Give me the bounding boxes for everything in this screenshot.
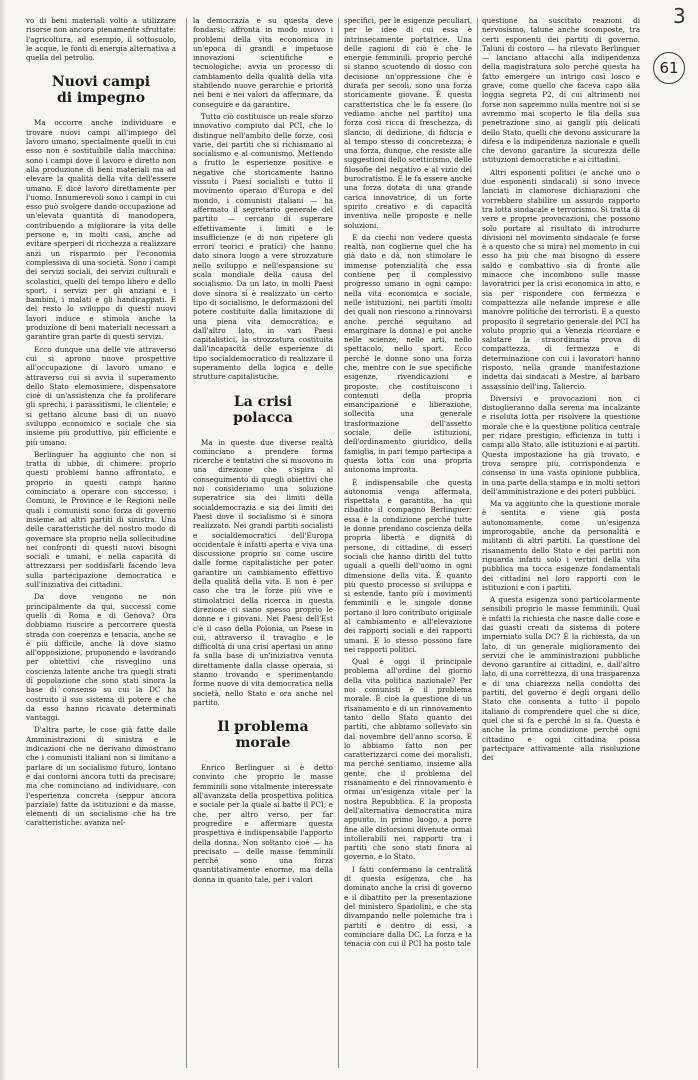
paragraph: È indispensabile che questa autonomia venga affermata, rispettata e garantita, ha qui ribadito il compagno Berlinguer: essa è la condizione perché tutte le donne prendano coscienza della propria libertà e dignità di persone, di cittadine, di esseri sociali che hanno diritti del tutto uguali a quelli dell'uomo in ogni dimensione della vita. È quanto più questo processo si sviluppa e si estende, tanto più i movimenti femminili e le singole donne portano il loro contributo originale al cambiamento e all'elevazione dei rapporti sociali e dei rapporti umani. E lo stesso possono fare nei rapporti politici. (344, 477, 472, 654)
subheading (193, 719, 333, 751)
paragraph: A questa esigenza sono particolarmente sensibili proprio le masse femminili. Qual è infatti la richiesta che nasce dalle cose e dai guasti creati da sistema di potere imperniato sulla DC? È la richiesta, da un lato, di un generale miglioramento dei servizi che le amministrazioni pubbliche devono garantire ai cittadini, e, dall'altro lato, di una correttezza, di una trasparenza e di una chiarezza nella condotta dei partiti, del governo e degli organi dello Stato che consenta a tutto il popolo italiano di comprendere quel che si dice, quel che si fa e perché lo si fa. Questa è anche la prima condizione perché ogni cittadino e ogni cittadina possa partecipare attivamente alla risoluzione dei (482, 595, 640, 763)
paragraph: D'altra parte, le cose già fatte dalle Amministrazioni di sinistra e le indicazioni che ne derivano dimostrano che i comunisti italiani non si limitano a parlare di un socialismo futuro, lontano e dai contorni ancora tutti da precisare; ma che cominciano ad individuare, con l'esperienza concreta (seppur ancora parziale) fatte da istituzioni e da masse, elementi di un socialismo che ha tre caratteristiche: avanza nel- (26, 725, 176, 828)
handwritten-circled-number: 61 (653, 52, 685, 84)
subheading-line: La crisi (233, 393, 293, 410)
paragraph: Diversivi e provocazioni non ci distoglieranno dalla serena ma incalzante e risoluta lotta per risolvere la questione morale che è la questione politica centrale per ridare prestigio, efficienza in tutti i campi allo Stato, alle istituzioni e ai partiti. Questa impostazione ha già trovato, e trova sempre più, corrispondenza e consenso in una vasta opinione pubblica, in una parte della stampa e in molti settori dell'amministrazione e dei poteri pubblici. (482, 393, 640, 496)
paragraph: specifici, per le esigenze peculiari, per le idee di cui essa è intrinsecamente portatrice. Una delle ragioni di ciò è che le energie femminili, proprio perché si stanno scuotendo di dosso con decisione un'oppressione che è durata per secoli, sono una forza storicamente giovane. È questa caratteristica che le fa essere (lo vediamo anche nel partito) una forza così ricca di freschezza, di slancio, di dedizione, di fiducia e al tempo stesso di concretezza; è una forza, dunque, che resiste alle suggestioni dello scetticismo, delle filosofie del negativo e al vizio del burocratismo. E le fa essere anche una forza dotata di una grande carica innovatrice, di un forte spirito creativo e di capacità inventiva nelle proposte e nelle soluzioni. (344, 16, 472, 230)
paragraph: Ma va aggiunto che la questione morale è sentita e viene già posta autonomamente, come un'esigenza improrogabile, anche da personalità e militanti di altri partiti. La questione del risanamento dello Stato e dei partiti non riguarda infatti solo i vertici della vita pubblica ma tocca esigenze fondamentali dei cittadini nel loro rapporti con le istituzioni e con i partiti. (482, 499, 640, 592)
subheading-line: di impegno (56, 90, 146, 107)
paragraph: Berlinguer ha aggiunto che non si tratta di ubbie, di chimere: proprio questi problemi hanno affrontato, e proprio in questi campi hanno cominciato a operare con successo, i Comuni, le Province e le Regioni nelle quali i comunisti sono forza di governo insieme ad altri partiti di sinistra. Una delle caratteristiche del nostro modo di governare sta proprio nella sollecitudine nei confronti di questi nuovi bisogni sociali e umani, e nella capacità di attrezzarsi per soddisfarli facendo leva sulla partecipazione democratica e sull'iniziativa dei cittadini. (26, 449, 176, 590)
subheading (193, 394, 333, 426)
subheading-line: Il problema (217, 719, 309, 736)
article-column-1 (26, 16, 176, 1074)
column-rule (186, 18, 187, 1068)
paragraph: Enrico Berlinguer si è detto convinto che proprio le masse femminili sono vitalmente interessate all'avanzata della prospettiva politica e sociale per la quale si batte il PCI; e che, per altro verso, per far progredire e affermare questa prospettiva è indispensabile l'apporto della donna. Non soltanto cioè — ha precisato — delle masse femminili perché sono una forza quantitativamente enorme, ma della donna in quanto tale, per i valori (193, 763, 333, 884)
column-rule (338, 18, 339, 1068)
paragraph: Ma in queste due diverse realtà cominciano a prendere forma ricerche e tentativi che si muovono in una direzione che s'ispira al conseguimento di quegli obiettivi che noi consideriamo una soluzione superatrice sia dei limiti della socialdemocrazia e sia dei limiti dei Paesi dove il socialismo si è sinora realizzato. Nei grandi partiti socialisti e socialdemocratici dell'Europa occidentale è infatti aperta e viva una discussione proprio su come uscire dalle forme capitalistiche per poter garantire un cambiamento effettivo della qualità della vita. E non è per caso che tra le forze più vive e stimolatrici della ricerca in questa direzione ci siano spesso proprio le donne e i giovani. Nei Paesi dell'Est c'è il caso della Polonia, un Paese in cui, attraverso il travaglio e le difficoltà di una crisi apertasi un anno fa sulla base di un'iniziativa venuta direttamente dalla classe operaia, si stanno trovando e sperimentando forme nuove di vita democratica nella società, nello Stato e ora anche nel partito. (193, 437, 333, 707)
paragraph: vo di beni materiali volto a utilizzare risorse non ancora pienamente sfruttate: l'agricoltura, ad esempio, il sottosuolo, le acque, le fonti di energia alternativa a quella del petrolio. (26, 16, 176, 63)
paragraph: questione ha suscitato reazioni di nervosismo, talune anche scomposte, tra certi esponenti dei partiti di governo. Taluni di costoro — ha rilevato Berlinguer — lanciano attacchi alla indipendenza della magistratura solo perché questa ha fatto emergere un intrigo così losco e grave, come quello che faceva capo alla loggia segreta P2, di cui altrimenti noi forse non sapremmo nulla mentre noi si se avremmo mai scoperto le fila della sua penetrazione sino ai gangli più delicati dello Stato, quelli che devono assicurare la difesa e la indipendenza nazionale e quelli che devono garantire la sicurezza delle istituzioni democratiche e ai cittadini. (482, 16, 640, 165)
subheading-line: morale (235, 735, 291, 752)
subheading-line: Nuovi campi (51, 74, 151, 91)
paragraph: Ecco dunque una delle vie attraverso cui si aprono nuove prospettive all'occupazione di lavoro umano e attraverso cui si avvia il superamento dello Stato elemosiniere, dispensatore cioè di un'assistenza che fa proliferare gli sprechi, i parassitismi, le clientele; e si gettano alcune basi di un nuovo sviluppo economico e sociale che sia insieme più produttivo, più efficiente e più umano. (26, 344, 176, 447)
paragraph: Da dove vengono ne non principalmente da qui, successi come quelli di Roma e di Genova? Ora dobbiamo riuscire a percorrere questa strada con coerenza e tenacia, anche se è più difficile, anche là dove siamo all'opposizione, proponendo e lavorando per obiettivi che risveglino una coscienza latente anche tra quegli strati di popolazione che sono stati sinora la base di consenso su cui la DC ha costruito il suo sistema di potere e che da esso hanno ricavato determinati vantaggi. (26, 592, 176, 723)
article-column-3 (344, 16, 472, 1074)
article-column-4 (482, 16, 640, 1074)
subheading (26, 74, 176, 106)
article-column-2 (193, 16, 333, 1074)
paragraph: la democrazia e su questa deve fondarsi; affronta in modo nuovo i problemi della vita economica in un'epoca di grandi e impetuose innovazioni scientifiche e tecnologiche; avvia un processo di cambiamento della qualità della vita stabilendo nuove gerarchie e priorità nei beni e nei valori da affermare, da conseguire e da garantire. (193, 16, 333, 109)
paragraph: Qual è oggi il principale problema all'ordine del giorno della vita politica nazionale? Per noi comunisti è il problema morale. È cioè la questione di un risanamento e di un rinnovamento tanto dello Stato quanto dei partiti, che abbiamo sollevato sin dal novembre dell'anno scorso. E lo abbiamo fatto non per caratterizzarci come dei moralisti, ma perché sentiamo, insieme alla gente, che il problema del risanamento e del rinnovamento è ormai un'esigenza vitale per la nostra Repubblica. E la proposta dell'alternativa democratica mira appunto, in primo luogo, a porre fine alle distorsioni divenute ormai intollerabili nei rapporti tra i partiti che sono stati finora al governo, e lo Stato. (344, 657, 472, 862)
page-edge-shadow (0, 0, 6, 1080)
paragraph: I fatti confermano la centralità di questa esigenza, che ha dominato anche la crisi di governo e il dibattito per la presentazione del ministero Spadolini, e che sta divampando nelle polemiche tra i partiti e dentro di essi, a cominciare dalla DC. La forza e la tenacia con cui il PCI ha posto tale (344, 864, 472, 949)
subheading-line: polacca (233, 409, 293, 426)
paragraph: Tutto ciò costituisce un reale sforzo innovativo compiuto dal PCI, che lo distingue nell'ambito delle forze, così varie, dei partiti che si richiamano al socialismo e al comunismo. Mettendo a frutto le esperienze positive e negative che storicamente hanno vissuto i Paesi socialisti e tutto il movimento operaio d'Europa e del mondo, i comunisti italiani — ha affermato il segretario generale del partito — cercano di superare effettivamente i limiti e le insufficienze (e di non ripetere gli errori teorici e pratici) che hanno dato sinora luogo a vere strozzature nello sviluppo e nell'espansione su scala mondiale della causa del socialismo. Da un lato, in molti Paesi dove sinora si è realizzato un certo tipo di socialismo, le deformazioni del potere costituite dalla limitazione di una piena vita democratica; e dall'altro lato, in vari Paesi capitalistici, la strozzatura costituita dall'incapacità delle esperienze di tipo socialdemocratico di realizzare il superamento della logica e delle strutture capitalistiche. (193, 111, 333, 382)
paragraph: Ma occorre anche individuare e trovare nuovi campi all'impiego del lavoro umano, specialmente quelli in cui esso non è sostituibile dalla macchina: sono i campi dove il lavoro è diretto non alla produzione di beni materiali ma ad elevare la qualità della vita dell'essere umano. E dicé lavoro direttamente per l'uomo. Innumerevoli sono i campi in cui esso può svolgere dando occupazione ad un'elevata quantità di manodopera, contribuendo a migliorare la vita delle persone e, in molti casi, anche ad evitare sperperi di ricchezza a realizzare anzi un risparmio per l'economia complessiva di una società. Sono i campi dei servizi sociali, dei servizi culturali e scolastici, quelli del tempo libero e dello sport, i servizi per gli anziani e i bambini, i malati e gli handicappati. E del resto lo sviluppo di questi nuovi lavori induce e stimola anche la produzione di beni materiali necessari a garantire gran parte di questi servizi. (26, 118, 176, 342)
paragraph: Altri esponenti politici (e anche uno o due esponenti sindacali) si sono invece lanciati in clamorose dichiarazioni che vorrebbero stabilire un assurdo rapporto tra lotta sindacale e terrorismo. Si tratta di vere e proprie provocazioni, che possono solo portare al risultato di introdurre divisioni nel movimento sindacale (e forse è a questo che si mira) nel momento in cui esso ha più che mai bisogno di essere saldo e combattivo sia di fronte alle minacce che incombono sulle masse lavoratrici per la crisi economica in atto, e sia per rispondere con fermezza e compattezza alle nefande imprese e alle manovre politiche dei terroristi. E a questo proposito il segretario generale del PCI ha voluto proprio qui a Venezia ricordare e salutare la straordinaria prova di compattezza, di fermezza e di determinazione con cui i lavoratori hanno risposto, nella grande manifestazione indetta dai sindacati a Mestre, al barbaro assassinio dell'ing. Taliercio. (482, 167, 640, 391)
column-rule (477, 18, 478, 1068)
handwritten-page-number: 3 (673, 4, 686, 28)
paragraph: E da ciechi non vedere questa realtà, non coglierne quel che ha già dato e dà, non stimolare le immense potenzialità che essa contiene per il complessivo progresso umano in ogni campo: nella vita economica e sociale, nelle istituzioni, nei partiti (molti dei quali non riescono a rinnovarsi anche perché seguitano ad emarginare la donna) e poi anche nelle scienze, nelle arti, nello spettacolo, nello sport. Ecco perché le donne sono una forza che, mentre con le sue specifiche esigenze, rivendicazioni e proposte, che costituiscono i contenuti della propria emancipazione e liberazione, sollecita una generale trasformazione dell'assetto sociale, delle istituzioni, dell'ordinamento giuridico, della famiglia, in pari tempo partecipa a questa lotta con una propria autonoma impronta. (344, 232, 472, 475)
